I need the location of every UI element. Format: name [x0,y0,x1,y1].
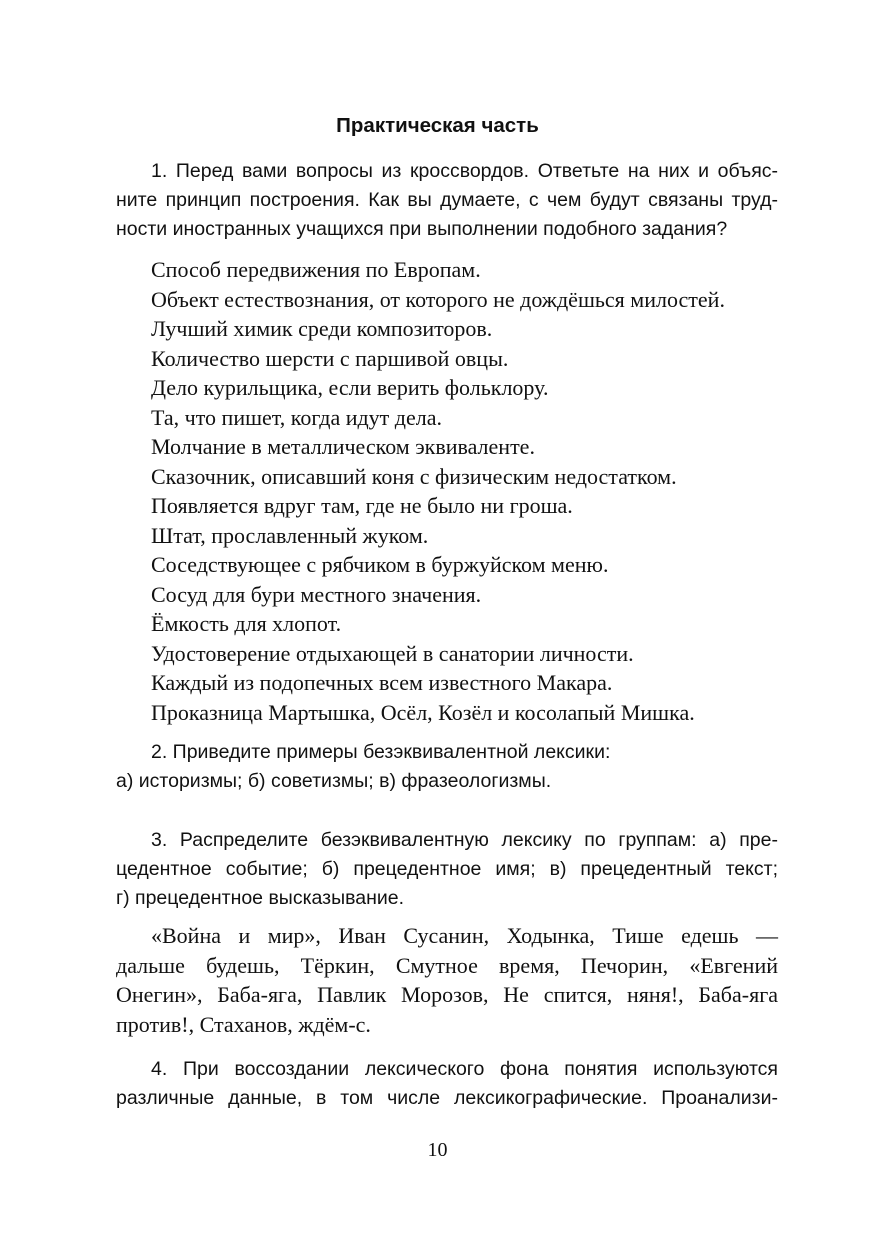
crossword-question: Способ передвижения по Европам. [151,257,481,282]
crossword-question: Сосуд для бури местного значения. [151,581,482,607]
example-line: Онегин», Баба-яга, Павлик Морозов, Не спится, няня!, Баба-яга [116,982,778,1007]
crossword-question: Дело курильщика, если верить фольклору. [151,375,549,400]
crossword-questions [116,255,778,727]
crossword-question: Соседствующее с рябчиком в буржуйском меню. [151,552,609,577]
crossword-question: Объект естествознания, от которого не дождёшься милостей. [151,286,725,312]
crossword-question: Лучший химик среди композиторов. [151,316,493,341]
task-1-line: 1. Перед вами вопросы из кроссвордов. Ответьте на них и объяс- [151,160,778,182]
crossword-question: Сказочник, описавший коня с физическим недостатком. [151,463,677,489]
section-title: Практическая часть [336,114,539,137]
task-4-line: 4. При воссоздании лексического фона понятия используются [151,1058,778,1080]
task-3-line: 3. Распределите безэквивалентную лексику по группам: а) пре- [151,829,778,851]
task-1-instruction [116,157,778,244]
task-2-line: а) историзмы; б) советизмы; в) фразеологизмы. [116,770,552,792]
task-3-examples [116,921,778,1039]
task-3-line: цедентное событие; б) прецедентное имя; в) прецедентный текст; [116,858,778,880]
task-1-line: ности иностранных учащихся при выполнении подобного задания? [116,218,728,240]
crossword-question: Удостоверение отдыхающей в санатории личности. [151,640,634,666]
crossword-question: Количество шерсти с паршивой овцы. [151,345,509,371]
task-1-line: ните принцип построения. Как вы думаете, с чем будут связаны труд- [116,189,778,211]
crossword-question: Штат, прославленный жуком. [151,522,429,548]
task-4-line: различные данные, в том числе лексикографические. Проанализи- [116,1087,778,1109]
task-2-line: 2. Приведите примеры безэквивалентной лексики: [151,741,611,763]
crossword-question: Каждый из подопечных всем известного Макара. [151,670,613,695]
crossword-question: Проказница Мартышка, Осёл, Козёл и косолапый Мишка. [151,699,695,725]
crossword-question: Молчание в металлическом эквиваленте. [151,434,535,459]
crossword-question: Та, что пишет, когда идут дела. [151,404,442,430]
task-4-instruction [116,1055,778,1113]
example-line: против!, Стаханов, ждём-с. [116,1011,371,1037]
task-2-instruction [116,738,778,796]
crossword-question: Появляется вдруг там, где не было ни гроша. [151,493,573,518]
example-line: «Война и мир», Иван Сусанин, Ходынка, Тише едешь — [151,923,778,948]
crossword-question: Ёмкость для хлопот. [151,611,342,636]
page-number: 10 [427,1139,448,1161]
task-3-line: г) прецедентное высказывание. [116,887,405,909]
example-line: дальше будешь, Тёркин, Смутное время, Печорин, «Евгений [116,952,778,978]
task-3-instruction [116,826,778,913]
